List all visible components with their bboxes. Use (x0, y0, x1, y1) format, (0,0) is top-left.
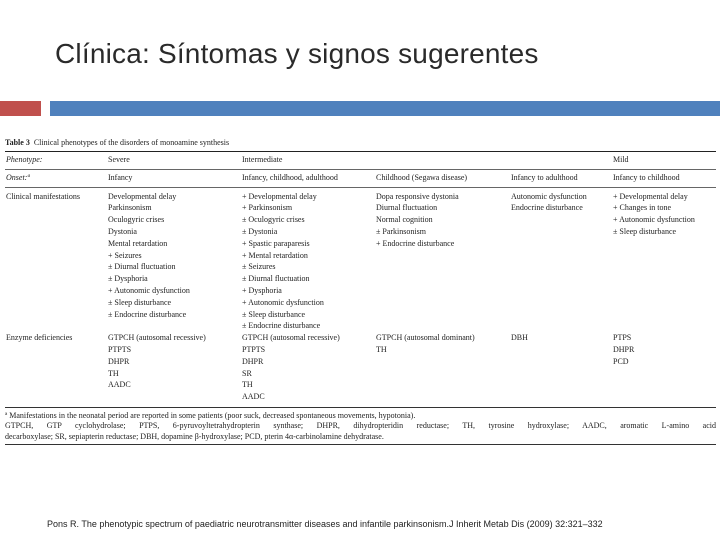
table-cell-line: ± Diurnal fluctuation (108, 262, 176, 272)
table-caption-label: Table 3 (5, 138, 30, 147)
table-cell-line: + Seizures (108, 250, 142, 260)
clinical-intermediate-c-cell (510, 187, 612, 332)
enzyme-intermediate-b-cell (375, 332, 510, 403)
table-cell-line: Dopa responsive dystonia (376, 191, 459, 201)
table-cell-line: ± Parkinsonism (376, 226, 426, 236)
onset-intermediate-b: Childhood (Segawa disease) (375, 169, 510, 187)
onset-label: Onset:ª (5, 169, 107, 187)
table-cell-line: ± Endocrine disturbance (108, 309, 187, 319)
footnote-abbreviations-1: GTPCH, GTP cyclohydrolase; PTPS, 6-pyruvoyltetrahydropterin synthase; DHPR, dihydropteridin reductase; TH, tyrosine hydroxylase; AADC, aromatic L-amino acid (5, 421, 716, 431)
table-cell-line: + Spastic paraparesis (242, 238, 310, 248)
clinical-mild-cell (612, 187, 716, 332)
table-bottom-rule (5, 407, 716, 408)
table-cell-line: ± Sleep disturbance (108, 297, 172, 307)
table-caption-text: Clinical phenotypes of the disorders of monoamine synthesis (33, 138, 230, 147)
slide-title: Clínica: Síntomas y signos sugerentes (55, 38, 539, 69)
footnote-abbreviations-2: decarboxylase; SR, sepiapterin reductase; DBH, dopamine β-hydroxylase; PCD, pterin 4α-carbinolamine dehydratase. (5, 431, 384, 441)
table-cell-line: Mental retardation (108, 238, 168, 248)
table-cell-line: ± Endocrine disturbance (242, 321, 321, 331)
table-cell-line: TH (242, 380, 253, 390)
clinical-severe-cell (107, 187, 241, 332)
table-cell-line: + Endocrine disturbance (376, 238, 455, 248)
table-cell-line: GTPCH (autosomal recessive) (108, 333, 206, 343)
table-cell-line: TH (108, 368, 119, 378)
table-cell-line: PTPS (613, 333, 632, 343)
table-caption (5, 138, 716, 148)
enzyme-label: Enzyme deficiencies (6, 333, 73, 343)
clinical-label: Clinical manifestations (5, 187, 107, 332)
table-cell-line: Oculogyric crises (108, 215, 165, 225)
enzyme-intermediate-cell (241, 332, 375, 403)
table-cell-line: ± Dystonia (242, 226, 278, 236)
accent-bar-red (0, 101, 41, 116)
phenotype-grid (5, 152, 716, 403)
clinical-manifestations-row (5, 187, 716, 332)
table-cell-line: + Changes in tone (613, 203, 672, 213)
table-cell-line: DBH (511, 333, 528, 343)
table-cell-line: SR (242, 368, 252, 378)
table-cell-line: TH (376, 344, 387, 354)
table-cell-line: Dystonia (108, 226, 137, 236)
table-cell-line: GTPCH (autosomal dominant) (376, 333, 475, 343)
enzyme-deficiencies-row (5, 332, 716, 403)
table-cell-line: + Parkinsonism (242, 203, 293, 213)
table-cell-line: + Developmental delay (242, 191, 317, 201)
footnote-manifestations: ª Manifestations in the neonatal period are reported in some patients (poor suck, decreased spontaneous movements, hypotonia). (5, 410, 416, 420)
table-cell-line: ± Diurnal fluctuation (242, 274, 310, 284)
enzyme-intermediate-c-cell (510, 332, 612, 403)
table-cell-line: AADC (108, 380, 131, 390)
table-cell-line: + Mental retardation (242, 250, 308, 260)
table-footnote (5, 411, 716, 443)
phenotype-table (5, 138, 716, 454)
enzyme-severe-cell (107, 332, 241, 403)
onset-intermediate-c: Infancy to adulthood (510, 169, 612, 187)
enzyme-mild-cell (612, 332, 716, 403)
phenotype-intermediate-b (375, 152, 510, 169)
table-cell-line: + Autonomic dysfunction (613, 215, 695, 225)
table-cell-line: Diurnal fluctuation (376, 203, 438, 213)
table-cell-line: ± Dysphoria (108, 274, 148, 284)
table-cell-line: PCD (613, 356, 629, 366)
table-cell-line: ± Sleep disturbance (613, 226, 677, 236)
table-cell-line: DHPR (613, 344, 635, 354)
table-cell-line: ± Seizures (242, 262, 276, 272)
onset-mild: Infancy to childhood (612, 169, 716, 187)
phenotype-intermediate-c (510, 152, 612, 169)
table-cell-line: Developmental delay (108, 191, 177, 201)
table-cell-line: + Dysphoria (242, 285, 282, 295)
table-cell-line: AADC (242, 392, 265, 402)
phenotype-label: Phenotype: (6, 155, 43, 164)
accent-bar-blue (50, 101, 720, 116)
clinical-intermediate-b-cell (375, 187, 510, 332)
phenotype-intermediate: Intermediate (242, 155, 283, 164)
onset-severe: Infancy (107, 169, 241, 187)
table-cell-line: PTPTS (242, 344, 266, 354)
clinical-intermediate-cell (241, 187, 375, 332)
table-cell-line: ± Sleep disturbance (242, 309, 306, 319)
citation-reference: Pons R. The phenotypic spectrum of paediatric neurotransmitter diseases and infantile parkinsonism.J Inherit Metab Dis (2009) 32:321–332 (47, 519, 603, 529)
table-cell-line: + Developmental delay (613, 191, 688, 201)
onset-intermediate: Infancy, childhood, adulthood (241, 169, 375, 187)
table-cell-line: ± Oculogyric crises (242, 215, 305, 225)
footnote-bottom-rule (5, 444, 716, 445)
table-cell-line: GTPCH (autosomal recessive) (242, 333, 340, 343)
table-cell-line: DHPR (242, 356, 264, 366)
table-cell-line: Parkinsonism (108, 203, 152, 213)
phenotype-severe: Severe (108, 155, 130, 164)
table-cell-line: PTPTS (108, 344, 132, 354)
phenotype-mild: Mild (613, 155, 629, 164)
onset-row (5, 169, 716, 187)
table-cell-line: + Autonomic dysfunction (242, 297, 324, 307)
table-cell-line: Autonomic dysfunction (511, 191, 587, 201)
table-cell-line: Normal cognition (376, 215, 433, 225)
phenotype-header-row (5, 152, 716, 169)
table-cell-line: + Autonomic dysfunction (108, 285, 190, 295)
table-cell-line: DHPR (108, 356, 130, 366)
table-cell-line: Endocrine disturbance (511, 203, 583, 213)
